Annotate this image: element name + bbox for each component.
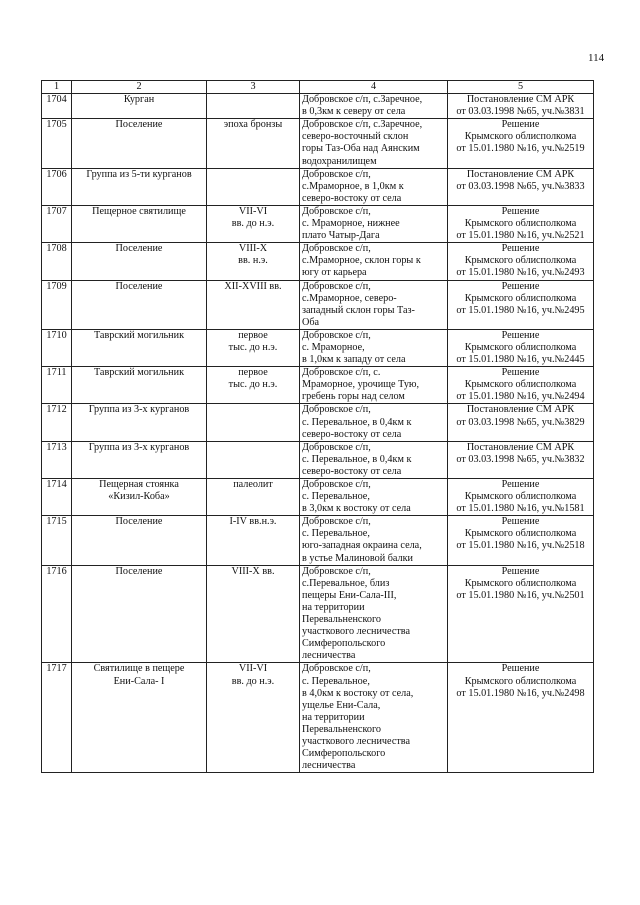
cell-location-line: участкового лесничества: [302, 735, 410, 747]
cell-protection-document-line: Постановление СМ АРК: [466, 404, 575, 416]
cell-protection-document: [448, 94, 594, 119]
cell-protection-document: [448, 243, 594, 280]
cell-protection-document-line: Решение: [501, 516, 540, 528]
cell-number: 1710: [42, 329, 72, 366]
cell-location-line: с. Мраморное, нижнее: [302, 218, 400, 230]
cell-protection-document-line: от 15.01.1980 №16, уч.№2493: [456, 267, 585, 279]
cell-protection-document-line: от 15.01.1980 №16, уч.№2518: [456, 540, 585, 552]
cell-location: [300, 404, 448, 441]
cell-dating: [207, 479, 300, 516]
cell-location-line: западный склон горы Таз-: [302, 304, 415, 316]
cell-dating: [207, 367, 300, 404]
cell-location: [300, 119, 448, 168]
cell-protection-document: [448, 404, 594, 441]
cell-location-line: юго-западная окраина села,: [302, 540, 422, 552]
cell-location: [300, 479, 448, 516]
cell-location-line: с. Мраморное,: [302, 341, 365, 353]
cell-number: 1704: [42, 94, 72, 119]
cell-number: 1716: [42, 565, 72, 663]
column-header-4: 4: [300, 81, 448, 94]
cell-location-line: с. Перевальное, в 0,4км к: [302, 416, 412, 428]
cell-protection-document-line: Крымского облисполкома: [464, 379, 577, 391]
cell-number: 1711: [42, 367, 72, 404]
table-row: [42, 663, 594, 773]
cell-dating: [207, 565, 300, 663]
cell-dating-line: XII-XVIII вв.: [224, 280, 282, 292]
cell-protection-document-line: Постановление СМ АРК: [466, 168, 575, 180]
column-header-3: 3: [207, 81, 300, 94]
cell-location: [300, 329, 448, 366]
cell-object-name-line: Пещерное святилище: [92, 205, 186, 217]
cell-location-line: Добровское с/п,: [302, 663, 371, 675]
cell-protection-document-line: Решение: [501, 119, 540, 131]
cell-location-line: Перевальненского: [302, 614, 382, 626]
cell-protection-document-line: Крымского облисполкома: [464, 577, 577, 589]
cell-object-name-line: Поселение: [115, 516, 163, 528]
table-row: [42, 280, 594, 329]
cell-location-line: с. Перевальное,: [302, 528, 370, 540]
cell-location-line: лесничества: [302, 650, 356, 662]
cell-location-line: Добровское с/п,: [302, 441, 371, 453]
table-header-row: [42, 81, 594, 94]
cell-dating-line: первое: [238, 367, 268, 379]
cell-protection-document-line: от 15.01.1980 №16, уч.№2494: [456, 391, 585, 403]
cell-location-line: Добровское с/п,: [302, 479, 371, 490]
cell-location-line: Симферопольского: [302, 638, 386, 650]
cell-number: 1715: [42, 516, 72, 565]
cell-object-name-line: Поселение: [115, 119, 163, 131]
cell-object-name: [72, 94, 207, 119]
cell-location-line: гребень горы над селом: [302, 391, 405, 403]
cell-location-line: Добровское с/п, с.Заречное,: [302, 119, 423, 131]
cell-dating: [207, 516, 300, 565]
cell-location-line: югу от карьера: [302, 267, 367, 279]
column-header-5: 5: [448, 81, 594, 94]
table-row: [42, 205, 594, 242]
cell-location-line: северо-востоку от села: [302, 192, 402, 204]
cell-location-line: водохранилищем: [302, 155, 377, 167]
cell-location: [300, 94, 448, 119]
cell-object-name: [72, 367, 207, 404]
cell-number: 1706: [42, 168, 72, 205]
cell-object-name: [72, 329, 207, 366]
cell-location-line: пещеры Ени-Сала-III,: [302, 589, 397, 601]
cell-location-line: Добровское с/п, с.: [302, 367, 381, 379]
cell-dating: [207, 243, 300, 280]
cell-location: [300, 168, 448, 205]
cell-location-line: с.Мраморное, склон горы к: [302, 255, 421, 267]
cell-protection-document-line: от 15.01.1980 №16, уч.№2519: [456, 143, 585, 155]
table-body: [42, 94, 594, 773]
cell-object-name: [72, 280, 207, 329]
heritage-registry-table: [41, 80, 594, 773]
cell-location-line: Добровское с/п, с.Заречное,: [302, 94, 423, 106]
cell-protection-document-line: Крымского облисполкома: [464, 131, 577, 143]
cell-number: 1705: [42, 119, 72, 168]
cell-protection-document-line: от 15.01.1980 №16, уч.№2498: [456, 687, 585, 699]
cell-location-line: с.Перевальное, близ: [302, 577, 390, 589]
cell-location-line: горы Таз-Оба над Аянским: [302, 143, 420, 155]
table-row: [42, 441, 594, 478]
cell-object-name: [72, 119, 207, 168]
cell-location-line: Добровское с/п,: [302, 205, 371, 217]
cell-dating: [207, 329, 300, 366]
cell-location: [300, 280, 448, 329]
cell-location-line: в 3,0км к востоку от села: [302, 503, 411, 515]
cell-location-line: Добровское с/п,: [302, 280, 371, 292]
table-row: [42, 329, 594, 366]
cell-location-line: Добровское с/п,: [302, 516, 371, 528]
cell-protection-document-line: Крымского облисполкома: [464, 292, 577, 304]
cell-object-name: [72, 565, 207, 663]
cell-protection-document: [448, 441, 594, 478]
cell-number: 1713: [42, 441, 72, 478]
column-header-2: 2: [72, 81, 207, 94]
cell-object-name: [72, 243, 207, 280]
cell-object-name-line: Группа из 5-ти курганов: [86, 168, 192, 180]
cell-location-line: участкового лесничества: [302, 626, 410, 638]
cell-location-line: на территории: [302, 601, 365, 613]
cell-location-line: лесничества: [302, 760, 356, 772]
cell-protection-document-line: Решение: [501, 205, 540, 217]
cell-dating-line: VII-VI: [238, 205, 268, 217]
cell-protection-document-line: от 03.03.1998 №65, уч.№3832: [456, 453, 585, 465]
cell-location: [300, 565, 448, 663]
cell-protection-document-line: от 03.03.1998 №65, уч.№3829: [456, 416, 585, 428]
cell-protection-document-line: Решение: [501, 280, 540, 292]
cell-protection-document-line: Решение: [501, 243, 540, 255]
cell-protection-document-line: Решение: [501, 367, 540, 379]
cell-location-line: ущелье Ени-Сала,: [302, 699, 381, 711]
cell-protection-document: [448, 280, 594, 329]
cell-dating: [207, 119, 300, 168]
cell-protection-document-line: Крымского облисполкома: [464, 491, 577, 503]
cell-dating-line: первое: [238, 329, 268, 341]
cell-location-line: в 0,3км к северу от села: [302, 106, 406, 118]
table-row: [42, 479, 594, 516]
cell-object-name-line: Ени-Сала- I: [113, 675, 165, 687]
cell-object-name-line: Пещерная стоянка: [99, 479, 179, 490]
cell-object-name-line: Таврский могильник: [93, 329, 185, 341]
cell-number: 1714: [42, 479, 72, 516]
cell-dating-line: эпоха бронзы: [223, 119, 283, 131]
cell-location: [300, 205, 448, 242]
cell-protection-document-line: Крымского облисполкома: [464, 528, 577, 540]
cell-dating-line: вв. до н.э.: [231, 218, 275, 230]
cell-location-line: плато Чатыр-Дага: [302, 230, 380, 242]
cell-location-line: Симферопольского: [302, 748, 386, 760]
table-row: [42, 168, 594, 205]
cell-object-name: [72, 479, 207, 516]
cell-dating-line: тыс. до н.э.: [228, 379, 278, 391]
cell-location-line: Добровское с/п,: [302, 565, 371, 577]
cell-number: 1709: [42, 280, 72, 329]
cell-protection-document-line: Решение: [501, 565, 540, 577]
cell-protection-document-line: от 15.01.1980 №16, уч.№2501: [456, 589, 585, 601]
cell-object-name: [72, 441, 207, 478]
cell-object-name-line: Группа из 3-х курганов: [88, 441, 190, 453]
cell-protection-document-line: Решение: [501, 479, 540, 490]
cell-dating-line: VIII-X: [238, 243, 268, 255]
cell-number: 1717: [42, 663, 72, 773]
cell-object-name: [72, 663, 207, 773]
cell-object-name-line: Поселение: [115, 565, 163, 577]
cell-location: [300, 663, 448, 773]
cell-object-name: [72, 168, 207, 205]
cell-object-name: [72, 205, 207, 242]
cell-protection-document-line: от 03.03.1998 №65, уч.№3831: [456, 106, 585, 118]
cell-location-line: в 4,0км к востоку от села,: [302, 687, 414, 699]
table-row: [42, 367, 594, 404]
cell-object-name-line: Поселение: [115, 243, 163, 255]
cell-dating: [207, 205, 300, 242]
column-header-1: 1: [42, 81, 72, 94]
cell-dating-line: вв. н.э.: [238, 255, 268, 267]
cell-dating: [207, 94, 300, 119]
cell-protection-document-line: от 15.01.1980 №16, уч.№2445: [456, 354, 585, 366]
cell-object-name-line: Курган: [123, 94, 155, 106]
cell-location-line: северо-востоку от села: [302, 465, 402, 477]
cell-location-line: Добровское с/п,: [302, 404, 371, 416]
cell-protection-document: [448, 479, 594, 516]
cell-dating-line: палеолит: [233, 479, 273, 490]
cell-protection-document-line: Постановление СМ АРК: [466, 441, 575, 453]
cell-location: [300, 441, 448, 478]
page-number: 114: [588, 52, 605, 64]
cell-dating: [207, 280, 300, 329]
cell-object-name: [72, 516, 207, 565]
table-row: [42, 119, 594, 168]
cell-protection-document-line: Постановление СМ АРК: [466, 94, 575, 106]
cell-protection-document-line: Крымского облисполкома: [464, 675, 577, 687]
cell-dating-line: VII-VI: [238, 663, 268, 675]
cell-location-line: с.Мраморное, северо-: [302, 292, 397, 304]
cell-location-line: с.Мраморное, в 1,0км к: [302, 180, 404, 192]
cell-number: 1708: [42, 243, 72, 280]
cell-location-line: в 1,0км к западу от села: [302, 354, 406, 366]
cell-object-name-line: Таврский могильник: [93, 367, 185, 379]
cell-protection-document-line: Крымского облисполкома: [464, 218, 577, 230]
cell-location-line: Добровское с/п,: [302, 168, 371, 180]
cell-protection-document: [448, 205, 594, 242]
cell-location-line: Мраморное, урочище Тую,: [302, 379, 420, 391]
cell-protection-document-line: от 03.03.1998 №65, уч.№3833: [456, 180, 585, 192]
cell-dating: [207, 168, 300, 205]
cell-object-name-line: Святилище в пещере: [93, 663, 185, 675]
table-row: [42, 94, 594, 119]
cell-protection-document-line: Крымского облисполкома: [464, 341, 577, 353]
cell-protection-document: [448, 663, 594, 773]
cell-dating: [207, 441, 300, 478]
cell-protection-document: [448, 367, 594, 404]
cell-object-name-line: Группа из 3-х курганов: [88, 404, 190, 416]
cell-location-line: северо-востоку от села: [302, 428, 402, 440]
cell-protection-document-line: от 15.01.1980 №16, уч.№1581: [456, 503, 585, 515]
cell-dating-line: VIII-X вв.: [231, 565, 275, 577]
cell-protection-document: [448, 119, 594, 168]
cell-dating: [207, 663, 300, 773]
cell-location-line: в устье Малиновой балки: [302, 552, 414, 564]
cell-location-line: с. Перевальное,: [302, 675, 370, 687]
cell-object-name-line: Поселение: [115, 280, 163, 292]
cell-location-line: с. Перевальное,: [302, 491, 370, 503]
cell-dating-line: тыс. до н.э.: [228, 341, 278, 353]
cell-protection-document: [448, 565, 594, 663]
cell-object-name: [72, 404, 207, 441]
cell-location-line: Оба: [302, 316, 320, 328]
cell-dating-line: вв. до н.э.: [231, 675, 275, 687]
cell-protection-document-line: Решение: [501, 663, 540, 675]
cell-protection-document-line: от 15.01.1980 №16, уч.№2521: [456, 230, 585, 242]
table-row: [42, 565, 594, 663]
cell-protection-document: [448, 516, 594, 565]
cell-location-line: Перевальненского: [302, 723, 382, 735]
cell-protection-document: [448, 329, 594, 366]
table-row: [42, 243, 594, 280]
cell-protection-document-line: Крымского облисполкома: [464, 255, 577, 267]
cell-location: [300, 243, 448, 280]
cell-location: [300, 367, 448, 404]
cell-location-line: Добровское с/п,: [302, 243, 371, 255]
cell-location-line: Добровское с/п,: [302, 329, 371, 341]
cell-protection-document: [448, 168, 594, 205]
table-row: [42, 404, 594, 441]
cell-number: 1707: [42, 205, 72, 242]
cell-location-line: на территории: [302, 711, 365, 723]
cell-dating: [207, 404, 300, 441]
cell-location: [300, 516, 448, 565]
cell-number: 1712: [42, 404, 72, 441]
cell-location-line: северо-восточный склон: [302, 131, 409, 143]
cell-protection-document-line: от 15.01.1980 №16, уч.№2495: [456, 304, 585, 316]
cell-object-name-line: «Кизил-Коба»: [108, 491, 170, 503]
cell-dating-line: I-IV вв.н.э.: [229, 516, 277, 528]
cell-location-line: с. Перевальное, в 0,4км к: [302, 453, 412, 465]
table-row: [42, 516, 594, 565]
cell-protection-document-line: Решение: [501, 329, 540, 341]
